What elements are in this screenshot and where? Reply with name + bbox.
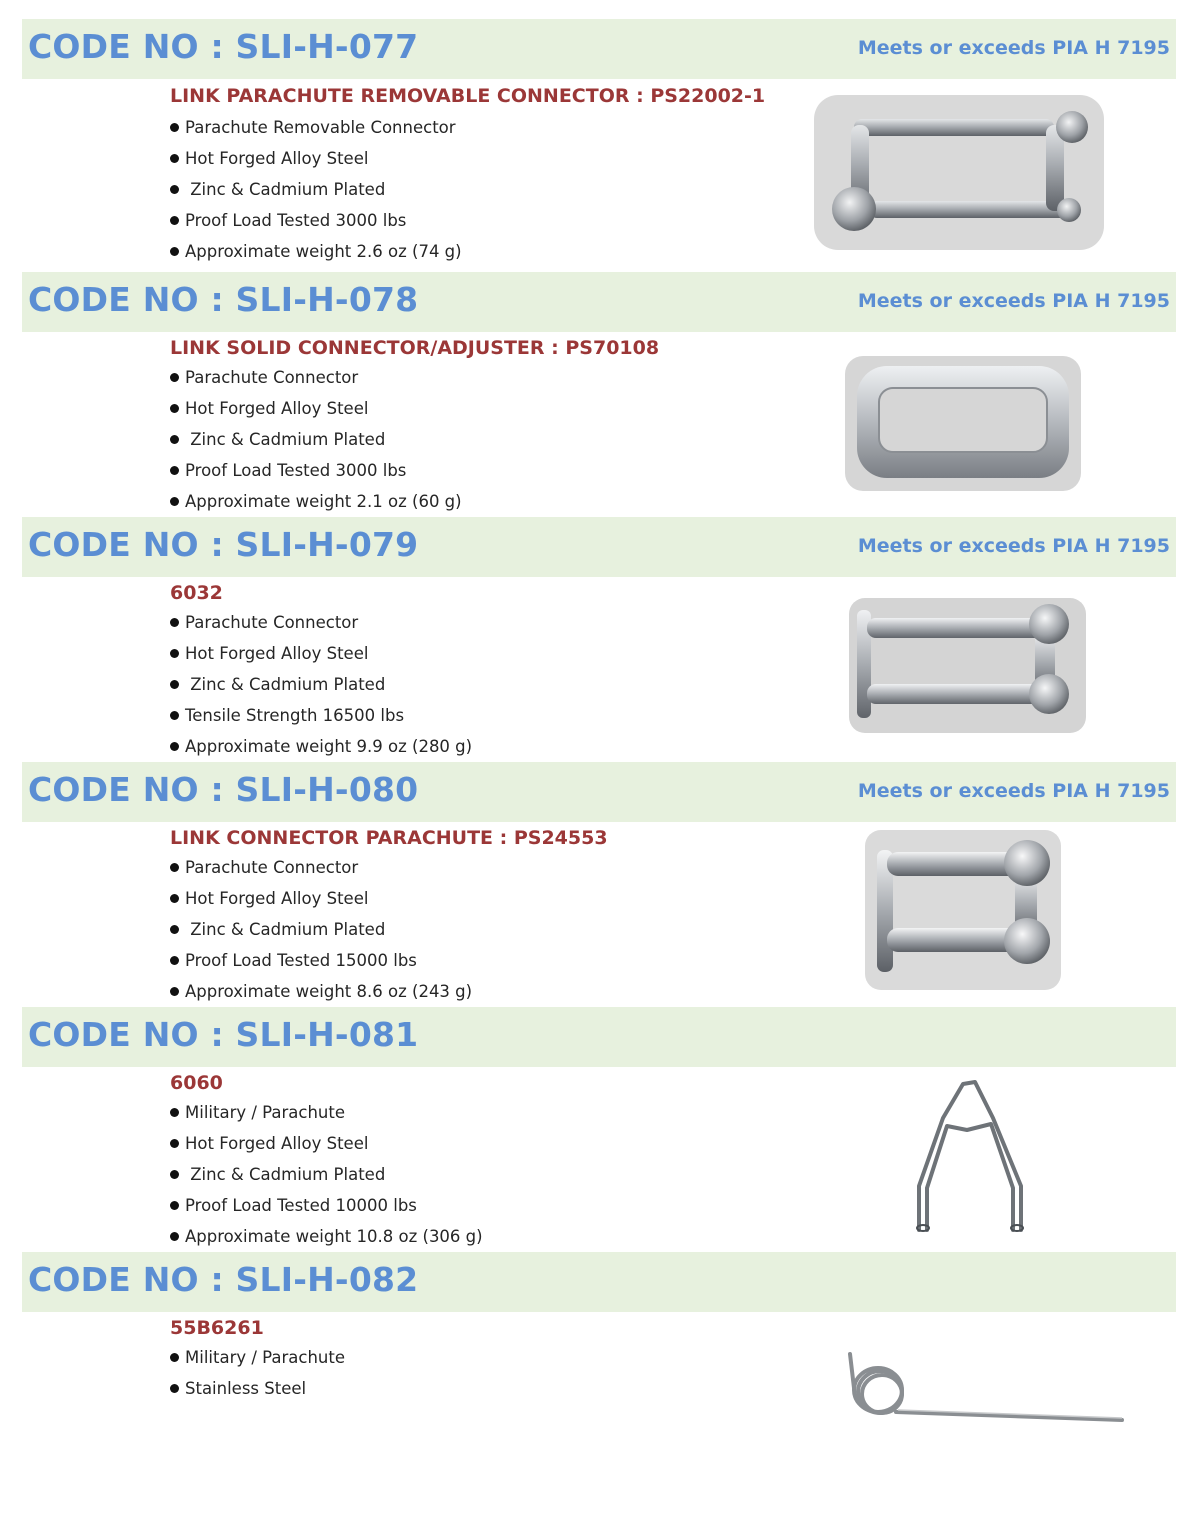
feature-item: Parachute Connector	[170, 613, 472, 644]
product-header	[22, 1252, 1176, 1312]
product-title: LINK CONNECTOR PARACHUTE : PS24553	[170, 827, 608, 849]
feature-item: Military / Parachute	[170, 1348, 345, 1379]
removable-connector-link-image	[814, 95, 1104, 250]
feature-item: Stainless Steel	[170, 1379, 345, 1410]
feature-list	[170, 118, 462, 273]
bullet-icon	[170, 711, 179, 720]
feature-item: Proof Load Tested 10000 lbs	[170, 1196, 483, 1227]
feature-item: Approximate weight 10.8 oz (306 g)	[170, 1227, 483, 1258]
bullet-icon	[170, 1232, 179, 1241]
bullet-icon	[170, 497, 179, 506]
standard-note: Meets or exceeds PIA H 7195	[857, 780, 1170, 802]
product-title: 6060	[170, 1072, 223, 1094]
bullet-icon	[170, 925, 179, 934]
bullet-icon	[170, 216, 179, 225]
feature-item: Hot Forged Alloy Steel	[170, 399, 462, 430]
product-header	[22, 1007, 1176, 1067]
torsion-spring-image	[840, 1348, 1130, 1428]
bullet-icon	[170, 649, 179, 658]
wire-clip-image	[905, 1078, 1035, 1240]
feature-item: Military / Parachute	[170, 1103, 483, 1134]
standard-note: Meets or exceeds PIA H 7195	[857, 37, 1170, 59]
bullet-icon	[170, 742, 179, 751]
product-code: CODE NO : SLI-H-080	[28, 770, 419, 809]
bullet-icon	[170, 466, 179, 475]
bullet-icon	[170, 185, 179, 194]
product-header	[22, 762, 1176, 822]
product-code: CODE NO : SLI-H-077	[28, 27, 419, 66]
feature-item: Hot Forged Alloy Steel	[170, 644, 472, 675]
feature-list	[170, 613, 472, 768]
feature-list	[170, 1348, 345, 1410]
bullet-icon	[170, 435, 179, 444]
bullet-icon	[170, 618, 179, 627]
bullet-icon	[170, 123, 179, 132]
connector-link-image	[865, 830, 1061, 990]
bullet-icon	[170, 373, 179, 382]
feature-item: Parachute Removable Connector	[170, 118, 462, 149]
feature-item: Zinc & Cadmium Plated	[170, 1165, 483, 1196]
solid-connector-adjuster-image	[845, 356, 1081, 491]
bullet-icon	[170, 1139, 179, 1148]
bullet-icon	[170, 680, 179, 689]
feature-item: Proof Load Tested 3000 lbs	[170, 211, 462, 242]
feature-list	[170, 368, 462, 523]
standard-note: Meets or exceeds PIA H 7195	[857, 535, 1170, 557]
product-header	[22, 517, 1176, 577]
standard-note: Meets or exceeds PIA H 7195	[857, 290, 1170, 312]
feature-item: Proof Load Tested 3000 lbs	[170, 461, 462, 492]
wide-connector-link-image	[849, 598, 1086, 733]
feature-item: Zinc & Cadmium Plated	[170, 430, 462, 461]
product-header	[22, 272, 1176, 332]
feature-item: Zinc & Cadmium Plated	[170, 180, 462, 211]
feature-item: Hot Forged Alloy Steel	[170, 889, 472, 920]
feature-item: Approximate weight 8.6 oz (243 g)	[170, 982, 472, 1013]
product-header	[22, 19, 1176, 79]
product-code: CODE NO : SLI-H-081	[28, 1015, 419, 1054]
bullet-icon	[170, 894, 179, 903]
product-title: 6032	[170, 582, 223, 604]
feature-item: Approximate weight 9.9 oz (280 g)	[170, 737, 472, 768]
feature-item: Proof Load Tested 15000 lbs	[170, 951, 472, 982]
bullet-icon	[170, 154, 179, 163]
feature-item: Zinc & Cadmium Plated	[170, 675, 472, 706]
feature-item: Parachute Connector	[170, 858, 472, 889]
product-code: CODE NO : SLI-H-078	[28, 280, 419, 319]
feature-item: Parachute Connector	[170, 368, 462, 399]
bullet-icon	[170, 247, 179, 256]
bullet-icon	[170, 404, 179, 413]
feature-item: Approximate weight 2.6 oz (74 g)	[170, 242, 462, 273]
feature-item: Zinc & Cadmium Plated	[170, 920, 472, 951]
bullet-icon	[170, 1353, 179, 1362]
bullet-icon	[170, 987, 179, 996]
feature-list	[170, 1103, 483, 1258]
product-code: CODE NO : SLI-H-082	[28, 1260, 419, 1299]
bullet-icon	[170, 863, 179, 872]
feature-item: Approximate weight 2.1 oz (60 g)	[170, 492, 462, 523]
product-title: LINK PARACHUTE REMOVABLE CONNECTOR : PS22002-1	[170, 85, 766, 107]
product-title: LINK SOLID CONNECTOR/ADJUSTER : PS70108	[170, 337, 660, 359]
bullet-icon	[170, 1108, 179, 1117]
bullet-icon	[170, 1201, 179, 1210]
feature-item: Hot Forged Alloy Steel	[170, 1134, 483, 1165]
product-code: CODE NO : SLI-H-079	[28, 525, 419, 564]
product-title: 55B6261	[170, 1317, 264, 1339]
bullet-icon	[170, 1384, 179, 1393]
feature-item: Hot Forged Alloy Steel	[170, 149, 462, 180]
bullet-icon	[170, 956, 179, 965]
feature-list	[170, 858, 472, 1013]
feature-item: Tensile Strength 16500 lbs	[170, 706, 472, 737]
bullet-icon	[170, 1170, 179, 1179]
